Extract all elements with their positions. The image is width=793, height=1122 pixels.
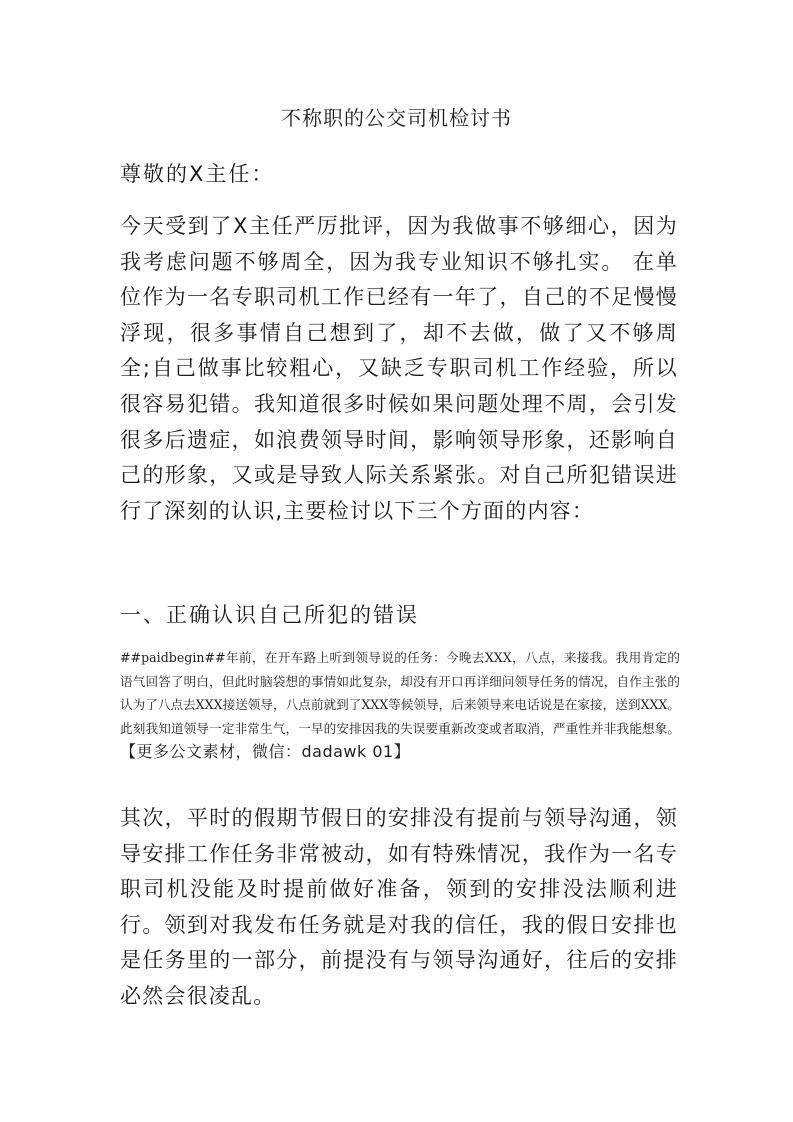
document-title: 不称职的公交司机检讨书 [281, 106, 512, 130]
salutation: 尊敬的X主任： [120, 162, 275, 186]
small-paragraph-text: ##paidbegin##年前，在开车路上听到领导说的任务：今晚去XXX，八点，来接我。我用肯定的语气回答了明白，但此时脑袋想的事情如此复杂，却没有开口再详细问领导任务的情况，自作主张的认为了八点去XXX接送领导，八点前就到了XXX等候领导，后来领导来电话说是在家接，送到XXX。此刻我知道领导一定非常生气，一早的安排因我的失误要重新改变或者取消，严重性并非我能想象。 [120, 650, 680, 736]
promo-note: 【更多公文素材，微信：dadawk 01】 [120, 742, 411, 761]
body-paragraph-small [120, 646, 680, 765]
body-paragraph-2: 其次，平时的假期节假日的安排没有提前与领导沟通，领导安排工作任务非常被动，如有特殊情况，我作为一名专职司机没能及时提前做好准备，领到的安排没法顺利进行。领到对我发布任务就是对我的信任，我的假日安排也是任务里的一部分，前提没有与领导沟通好，往后的安排必然会很凌乱。 [120, 806, 678, 1008]
body-paragraph-1: 今天受到了X主任严厉批评，因为我做事不够细心，因为我考虑问题不够周全，因为我专业知识不够扎实。 在单位作为一名专职司机工作已经有一年了，自己的不足慢慢浮现，很多事情自己想到了，却不去做，做了又不够周全;自己做事比较粗心，又缺乏专职司机工作经验，所以很容易犯错。我知道很多时候如果问题处理不周，会引发很多后遗症，如浪费领导时间，影响领导形象，还影响自己的形象，又或是导致人际关系紧张。对自己所犯错误进行了深刻的认识,主要检讨以下三个方面的内容： [120, 214, 678, 523]
section-heading-1: 一、正确认识自己所犯的错误 [120, 603, 419, 627]
